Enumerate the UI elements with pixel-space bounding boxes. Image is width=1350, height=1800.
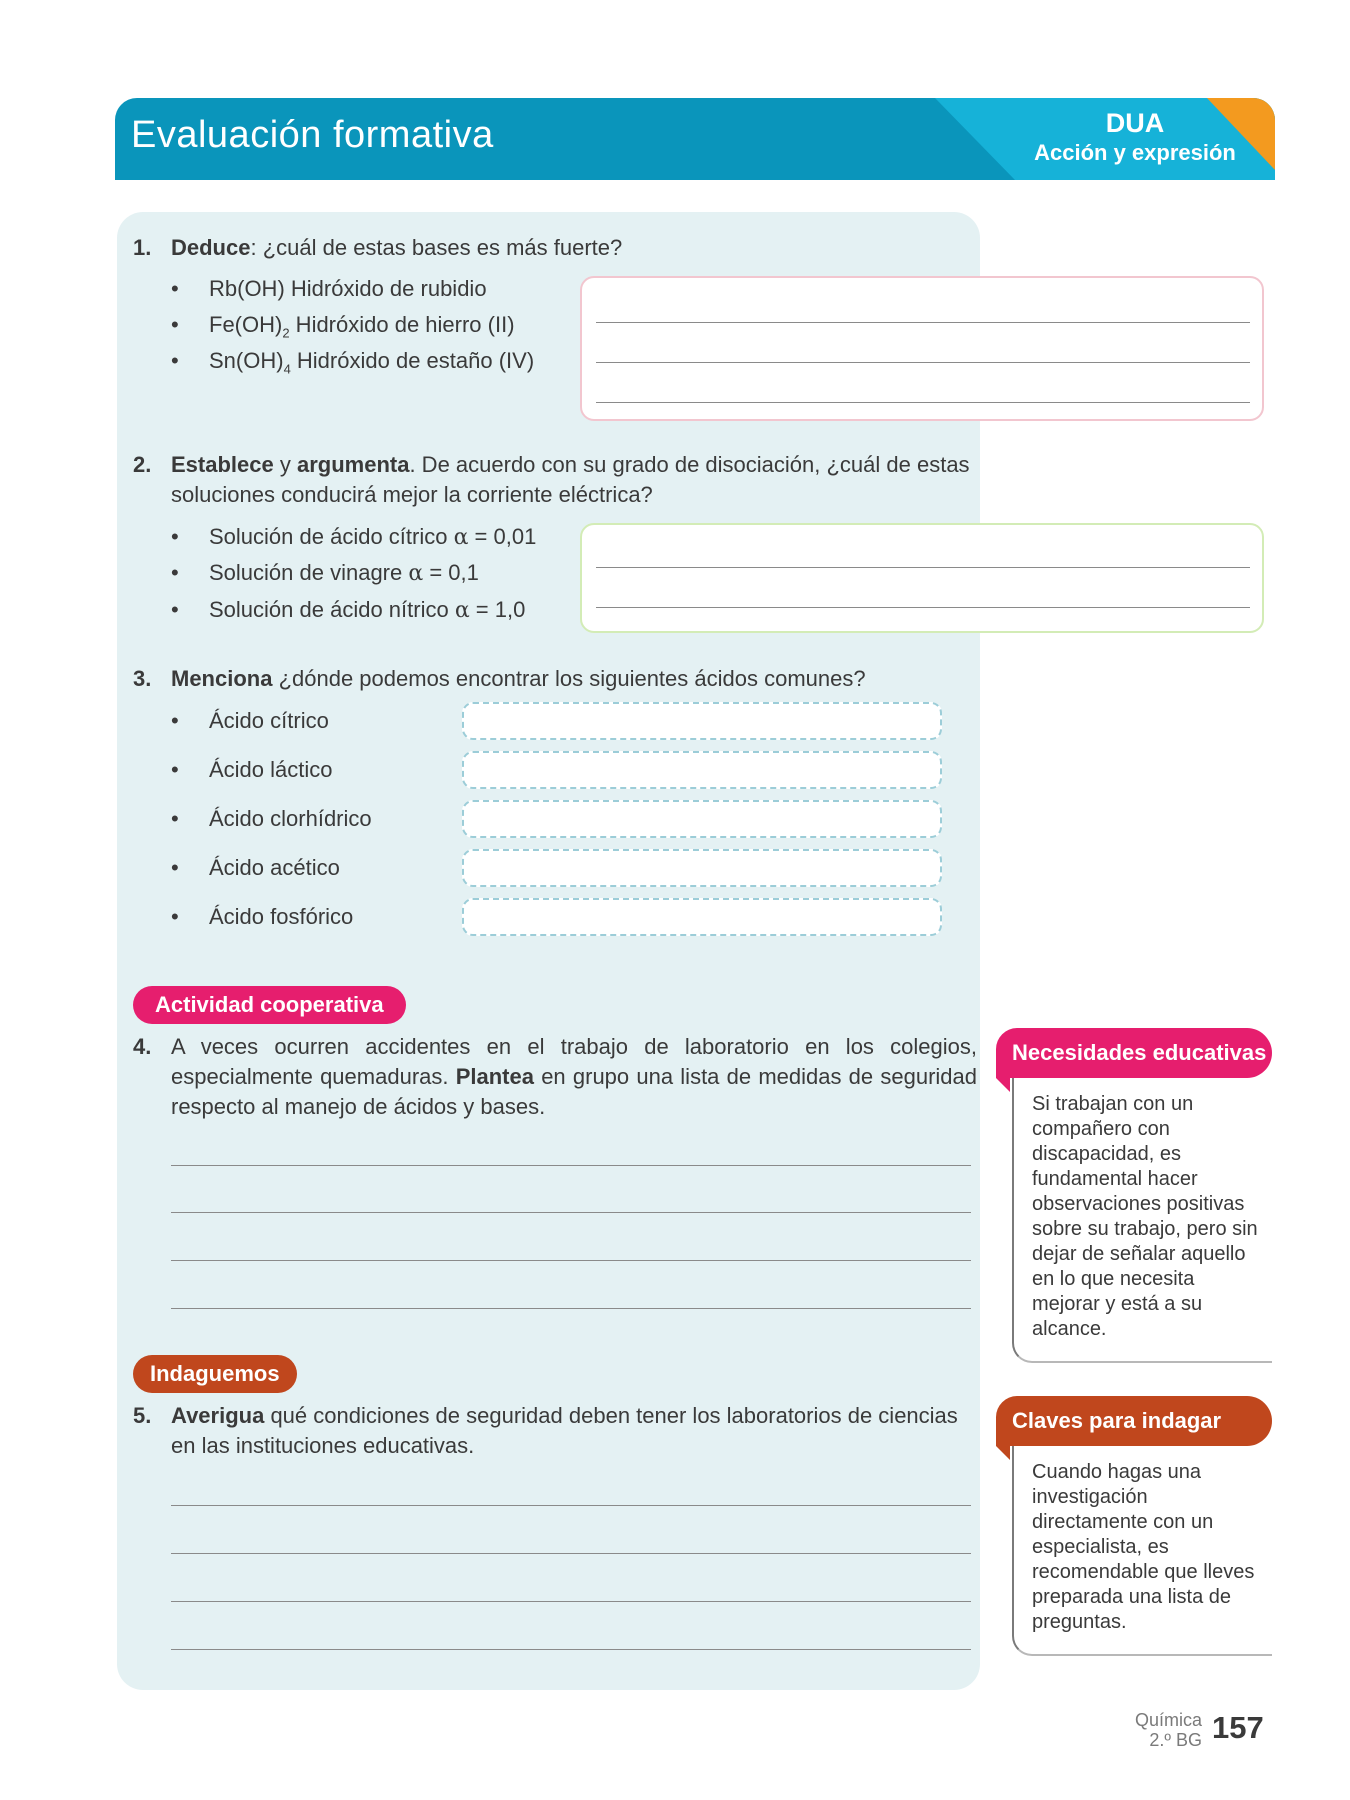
question-verb: argumenta: [296, 452, 410, 477]
question-verb: Menciona: [171, 666, 273, 691]
list-item: • Ácido fosfórico: [209, 904, 353, 930]
section-title: Evaluación formativa: [131, 114, 494, 156]
dua-title: DUA: [1105, 108, 1165, 138]
list-item: • Solución de ácido nítrico α = 1,0: [209, 597, 525, 623]
dua-badge: [935, 98, 1275, 180]
answer-field-acido-clorhidrico[interactable]: [462, 800, 942, 838]
answer-field-acido-fosforico[interactable]: [462, 898, 942, 936]
question-text: ¿dónde podemos encontrar los siguientes ácidos comunes?: [272, 666, 866, 691]
writing-line[interactable]: [171, 1212, 971, 1213]
footer-subject: [1135, 1710, 1202, 1750]
indaguemos-label: Indaguemos: [133, 1355, 297, 1393]
grade-label: 2.º BG: [1149, 1730, 1202, 1750]
writing-line[interactable]: [171, 1553, 971, 1554]
answer-field-acido-citrico[interactable]: [462, 702, 942, 740]
special-needs-title: Necesidades educativas: [996, 1028, 1272, 1078]
list-item: • $Fe(OH)_2$ Hidróxido de hierro (II): [209, 312, 515, 340]
callout-tail: [996, 1446, 1010, 1460]
list-item: • $Sn(OH)_4$ Hidróxido de estaño (IV): [209, 348, 534, 376]
writing-line[interactable]: [171, 1505, 971, 1506]
question-1: [133, 233, 973, 263]
answer-field-acido-lactico[interactable]: [462, 751, 942, 789]
question-verb: Deduce: [171, 235, 251, 260]
writing-line[interactable]: [171, 1308, 971, 1309]
list-item: • Ácido láctico: [209, 757, 333, 783]
question-verb: Plantea: [455, 1064, 534, 1089]
research-keys-text: Cuando hagas una investigación directamente con un especialista, es recomendable que lleves preparada una lista de preguntas.: [1012, 1446, 1272, 1656]
answer-line: [596, 607, 1250, 608]
question-text: A veces ocurren accidentes en el trabajo de laboratorio en los colegios, especialmente quemaduras.: [171, 1034, 977, 1089]
question-verb: Establece: [171, 452, 274, 477]
page-number: 157: [1212, 1710, 1264, 1745]
research-keys-title: Claves para indagar: [996, 1396, 1272, 1446]
callout-tail: [996, 1078, 1010, 1092]
answer-line: [596, 567, 1250, 568]
question-3: [133, 664, 973, 694]
question-number: 1.: [133, 235, 152, 260]
writing-line[interactable]: [171, 1260, 971, 1261]
list-item: • Ácido clorhídrico: [209, 806, 372, 832]
question-2: 2. Establece y argumenta. De acuerdo con su grado de disociación, ¿cuál de estas soluciones conducirá mejor la corriente eléctrica?: [133, 452, 970, 507]
question-text: . De acuerdo con su grado de disociación, ¿cuál de estas soluciones conducirá mejor la corriente eléctrica?: [171, 452, 970, 507]
list-item: • Ácido cítrico: [209, 708, 329, 734]
cooperative-activity-label: Actividad cooperativa: [133, 986, 406, 1024]
question-text: : ¿cuál de estas bases es más fuerte?: [250, 235, 623, 260]
answer-box-q2[interactable]: [580, 523, 1264, 633]
writing-line[interactable]: [171, 1601, 971, 1602]
list-item: • Rb(OH) Hidróxido de rubidio: [209, 276, 487, 302]
writing-line[interactable]: [171, 1649, 971, 1650]
list-item: • Solución de ácido cítrico α = 0,01: [209, 524, 536, 550]
subject-name: Química: [1134, 1710, 1202, 1730]
question-4: [133, 1032, 983, 1122]
answer-field-acido-acetico[interactable]: [462, 849, 942, 887]
list-item: • Solución de vinagre α = 0,1: [209, 560, 479, 586]
dua-subtitle: Acción y expresión: [1034, 140, 1236, 165]
answer-line: [596, 322, 1250, 323]
question-text: qué condiciones de seguridad deben tener los laboratorios de ciencias en las instituciones educativas.: [171, 1403, 958, 1458]
answer-line: [596, 362, 1250, 363]
question-number: 2.: [133, 452, 152, 477]
question-text: en grupo una lista de medidas de seguridad respecto al manejo de ácidos y bases.: [171, 1064, 977, 1119]
list-item: • Ácido acético: [209, 855, 340, 881]
special-needs-text: Si trabajan con un compañero con discapacidad, es fundamental hacer observaciones positivas sobre su trabajo, pero sin dejar de señalar aquello en lo que necesita mejorar y está a su alcance.: [1012, 1078, 1272, 1363]
section-header: [115, 98, 1275, 180]
exercise-panel: [117, 212, 980, 1690]
question-number: 3.: [133, 666, 152, 691]
writing-line[interactable]: [171, 1165, 971, 1166]
question-number: 5.: [133, 1403, 152, 1428]
answer-line: [596, 402, 1250, 403]
answer-box-q1[interactable]: [580, 276, 1264, 421]
question-5: [133, 1401, 983, 1461]
question-number: 4.: [133, 1034, 152, 1059]
question-verb: Averigua: [171, 1403, 265, 1428]
